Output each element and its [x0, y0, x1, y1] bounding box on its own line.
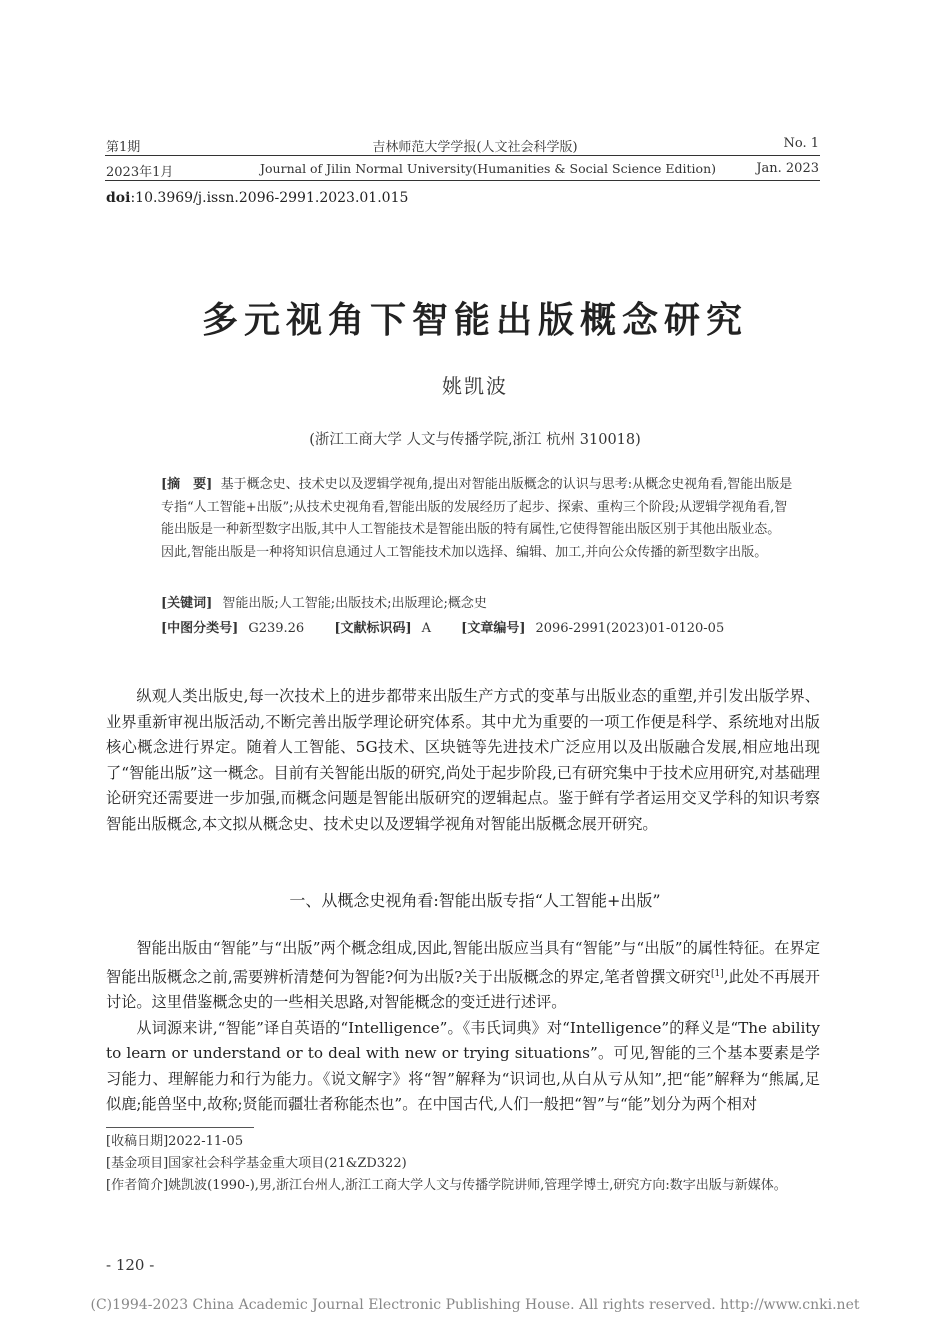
abstract-label: [摘 要]: [161, 477, 213, 492]
doi-value: :10.3969/j.issn.2096-2991.2023.01.015: [130, 190, 409, 206]
article-number-value: 2096-2991(2023)01-0120-05: [535, 621, 725, 636]
clc-value: G239.26: [248, 621, 305, 636]
abstract-text: 基于概念史、技术史以及逻辑学视角,提出对智能出版概念的认识与思考:从概念史视角看,智能出版是专指“人工智能+出版”;从技术史视角看,智能出版的发展经历了起步、探索、重构三个阶段;从逻辑学视角看,智能出版是一种新型数字出版,其中人工智能技术是智能出版的特有属性,它使得智能出版区别于其他出版业态。因此,智能出版是一种将知识信息通过人工智能技术加以选择、编辑、加工,并向公众传播的新型数字出版。: [161, 477, 793, 560]
doi[interactable]: [106, 190, 408, 206]
copyright-notice: (C)1994-2023 China Academic Journal Electronic Publishing House. All rights reserved. http://www.cnki.net: [90, 1297, 860, 1313]
intro-paragraph: [106, 684, 820, 837]
header-rule-top: [105, 155, 820, 156]
doc-code-value: A: [421, 621, 432, 636]
doc-code-label: [文献标识码]: [334, 621, 412, 636]
footnotes: [106, 1131, 820, 1197]
paragraph-2-text-cont: ,此处不再展开讨论。这里借鉴概念史的一些相关思路,对智能概念的变迁进行述评。: [106, 967, 820, 1012]
publish-date-en: Jan. 2023: [756, 161, 819, 176]
article-title: 多元视角下智能出版概念研究: [201, 299, 748, 341]
journal-name-cn: 吉林师范大学学报(人文社会科学版): [372, 140, 578, 155]
section-body: [106, 936, 820, 1118]
fund-info: [基金项目]国家社会科学基金重大项目(21&ZD322): [106, 1156, 407, 1171]
classification-row: [161, 617, 801, 636]
section-heading: 一、从概念史视角看:智能出版专指“人工智能+出版”: [289, 891, 661, 910]
doi-label: doi: [106, 190, 131, 206]
intro-text: 纵观人类出版史,每一次技术上的进步都带来出版生产方式的变革与出版业态的重塑,并引发出版学界、业界重新审视出版活动,不断完善出版学理论研究体系。其中尤为重要的一项工作便是科学、系统地对出版核心概念进行界定。随着人工智能、5G技术、区块链等先进技术广泛应用以及出版融合发展,相应地出现了“智能出版”这一概念。目前有关智能出版的研究,尚处于起步阶段,已有研究集中于技术应用研究,对基础理论研究还需要进一步加强,而概念问题是智能出版研究的逻辑起点。鉴于鲜有学者运用交叉学科的知识考察智能出版概念,本文拟从概念史、技术史以及逻辑学视角对智能出版概念展开研究。: [106, 687, 820, 833]
issue-label: 第1期: [106, 140, 141, 155]
keywords: [161, 592, 801, 611]
author-bio: [作者简介]姚凯波(1990-),男,浙江台州人,浙江工商大学人文与传播学院讲师,管理学博士,研究方向:数字出版与新媒体。: [106, 1178, 787, 1193]
keywords-text: 智能出版;人工智能;出版技术;出版理论;概念史: [222, 596, 487, 611]
paragraph-3: 从词源来讲,“智能”译自英语的“Intelligence”。《韦氏词典》对“Intelligence”的释义是“The ability to learn or understand or to deal with new or trying situations”。可见,智能的三个基本要素是学习能力、理解能力和行为能力。《说文解字》将“智”解释为“识词也,从白从亏从知”,把“能”解释为“熊属,足似鹿;能兽坚中,故称;贤能而疆壮者称能杰也”。在中国古代,人们一般把“智”与“能”划分为两个相对: [106, 1018, 820, 1114]
page-number: - 120 -: [106, 1256, 155, 1274]
footnote-rule: [106, 1127, 254, 1128]
issue-number: No. 1: [783, 136, 819, 151]
clc-label: [中图分类号]: [161, 621, 239, 636]
paragraph-2: [106, 936, 820, 1016]
article-number-label: [文章编号]: [461, 621, 526, 636]
header-rule-bottom: [105, 180, 820, 181]
journal-name-en: Journal of Jilin Normal University(Humanities & Social Science Edition): [260, 161, 716, 176]
keywords-label: [关键词]: [161, 596, 213, 611]
paragraph-2-text: 智能出版由“智能”与“出版”两个概念组成,因此,智能出版应当具有“智能”与“出版”的属性特征。在界定智能出版概念之前,需要辨析清楚何为智能?何为出版?关于出版概念的界定,笔者曾撰文研究: [106, 939, 820, 986]
received-date: [收稿日期]2022-11-05: [106, 1134, 244, 1149]
publish-date-cn: 2023年1月: [106, 165, 174, 180]
citation-1[interactable]: [1]: [711, 968, 724, 979]
author-affiliation: (浙江工商大学 人文与传播学院,浙江 杭州 310018): [309, 432, 641, 448]
abstract: [161, 474, 793, 564]
author-name: 姚凯波: [442, 374, 508, 398]
